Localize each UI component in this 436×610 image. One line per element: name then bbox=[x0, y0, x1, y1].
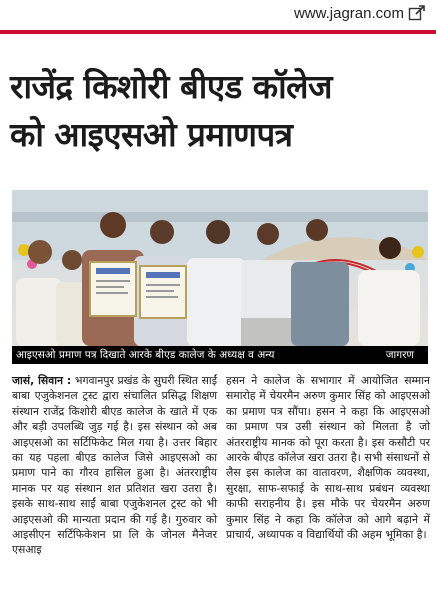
headline-line-2: को आइएसओ प्रमाणपत्र bbox=[10, 115, 293, 154]
photo-illustration bbox=[12, 190, 428, 346]
site-link[interactable] bbox=[294, 4, 426, 22]
photo-caption-bar bbox=[12, 346, 428, 364]
article-paragraph-1 bbox=[12, 373, 217, 558]
article-text-1: भगवानपुर प्रखंड के सुघरी स्थित साईं बाबा एजुकेशनल ट्रस्ट द्वारा संचालित प्रसिद्ध शिक्षण संस्थान राजेंद्र किशोरी बीएड कालेज के खाते में एक और बड़ी उपलब्धि जुड़ गई है। इस संस्थान को अब आइएसओ का सर्टिफिकेट मिल गया है। उत्तर बिहार का यह पहला बीएड कालेज जिसे आइएसओ का प्रमाण पाने का गौरव हासिल हुआ है। अंतरराष्ट्रीय मानक पर यह संस्थान शत प्रतिशत खरा उतरा है। इसके साथ-साथ साईं बाबा एजुकेशनल ट्रस्ट को भी आइएसओ की मान्यता प्रदान की गई है। गुरुवार को आइसीएन सर्टिफिकेशन प्रा लि के जोनल मैनेजर एसआइ bbox=[12, 374, 217, 557]
article-column-2 bbox=[226, 373, 430, 542]
headline-line-1: राजेंद्र किशोरी बीएड कॉलेज bbox=[10, 67, 332, 106]
photo-caption: आइएसओ प्रमाण पत्र दिखाते आरके बीएड कालेज के अध्यक्ष व अन्य bbox=[16, 349, 275, 361]
top-bar bbox=[0, 0, 436, 30]
site-url: www.jagran.com bbox=[293, 4, 404, 22]
article-column-1 bbox=[12, 373, 217, 558]
header-rule bbox=[0, 30, 436, 34]
external-link-icon bbox=[408, 4, 426, 22]
photo-credit: जागरण bbox=[385, 349, 414, 361]
headline bbox=[10, 63, 430, 159]
news-photo bbox=[12, 190, 428, 346]
article-text-2: हसन ने कालेज के सभागार में आयोजित सम्मान समारोह में चेयरमैन अरुण कुमार सिंह को आइएसओ का प्रमाण पत्र सौंपा। हसन ने कहा कि आइएसओ का प्रमाण पत्र उसी संस्थान को मिलता है जो अंतरराष्ट्रीय मानक को पूरा करता है। इस कसौटी पर आरके बीएड कॉलेज खरा उतरा है। सभी संसाधनों से लैस इस कालेज का वातावरण, शैक्षणिक व्यवस्था, सुरक्षा, साफ-सफाई के साथ-साथ प्रबंधन व्यवस्था काफी सराहनीय है। इस मौके पर चेयरमैन अरुण कुमार सिंह ने कहा कि कॉलेज को आगे बढ़ाने में प्राचार्य, अध्यापक व विद्यार्थियों की अहम भूमिका है। bbox=[226, 374, 430, 542]
dateline: जासं, सिवान : bbox=[12, 374, 72, 387]
